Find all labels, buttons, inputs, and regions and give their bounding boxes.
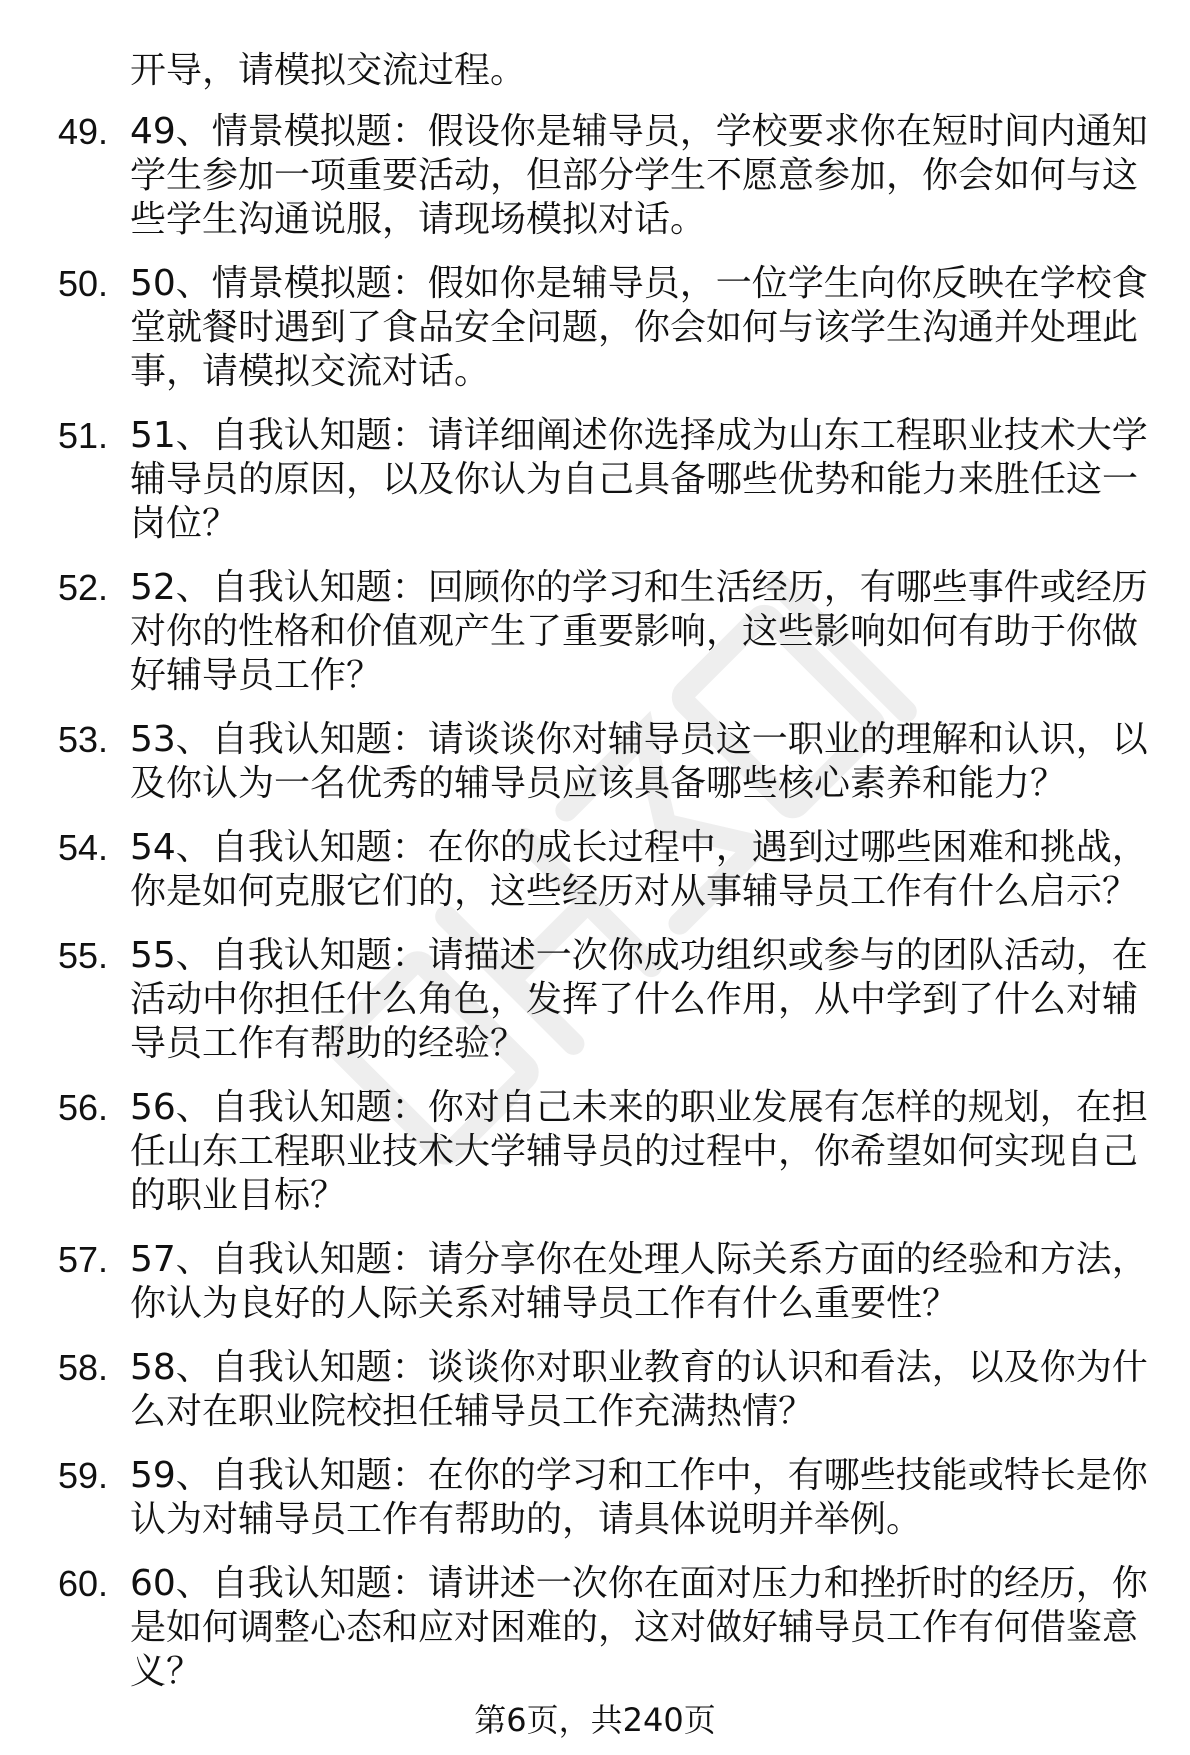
question-text: 56、自我认知题：你对自己未来的职业发展有怎样的规划，在担任山东工程职业技术大学辅导员的过程中，你希望如何实现自己的职业目标？ (130, 1087, 1148, 1216)
question-text: 49、情景模拟题：假设你是辅导员，学校要求你在短时间内通知学生参加一项重要活动，但部分学生不愿意参加，你会如何与这些学生沟通说服，请现场模拟对话。 (130, 111, 1148, 240)
question-text: 60、自我认知题：请讲述一次你在面对压力和挫折时的经历，你是如何调整心态和应对困难的，这对做好辅导员工作有何借鉴意义？ (130, 1563, 1148, 1692)
question-text: 59、自我认知题：在你的学习和工作中，有哪些技能或特长是你认为对辅导员工作有帮助的，请具体说明并举例。 (130, 1455, 1148, 1540)
question-text: 55、自我认知题：请描述一次你成功组织或参与的团队活动，在活动中你担任什么角色，发挥了什么作用，从中学到了什么对辅导员工作有帮助的经验？ (130, 935, 1148, 1064)
item-number: 58. (58, 1347, 109, 1388)
list-item (0, 1562, 1150, 1694)
list-item (0, 718, 1150, 806)
question-text: 52、自我认知题：回顾你的学习和生活经历，有哪些事件或经历对你的性格和价值观产生了重要影响，这些影响如何有助于你做好辅导员工作？ (130, 567, 1148, 696)
question-list (0, 110, 1190, 1714)
continued-question-text: 开导，请模拟交流过程。 (130, 50, 527, 91)
question-text: 50、情景模拟题：假如你是辅导员，一位学生向你反映在学校食堂就餐时遇到了食品安全问题，你会如何与该学生沟通并处理此事，请模拟交流对话。 (130, 263, 1148, 392)
item-number: 54. (58, 827, 109, 868)
item-number: 57. (58, 1239, 109, 1280)
list-item (0, 1238, 1150, 1326)
list-item (0, 934, 1150, 1066)
page-footer: 第6页，共240页 (474, 1701, 716, 1739)
list-item (0, 826, 1150, 914)
list-item (0, 1454, 1150, 1542)
item-number: 52. (58, 567, 109, 608)
question-text: 51、自我认知题：请详细阐述你选择成为山东工程职业技术大学辅导员的原因，以及你认为自己具备哪些优势和能力来胜任这一岗位？ (130, 415, 1148, 544)
list-item (0, 566, 1150, 698)
question-text: 53、自我认知题：请谈谈你对辅导员这一职业的理解和认识，以及你认为一名优秀的辅导员应该具备哪些核心素养和能力？ (130, 719, 1148, 804)
item-number: 59. (58, 1455, 109, 1496)
list-item (0, 1346, 1150, 1434)
item-number: 50. (58, 263, 109, 304)
item-number: 49. (58, 111, 109, 152)
item-number: 51. (58, 415, 109, 456)
item-number: 55. (58, 935, 109, 976)
question-text: 57、自我认知题：请分享你在处理人际关系方面的经验和方法，你认为良好的人际关系对辅导员工作有什么重要性？ (130, 1239, 1148, 1324)
list-item (0, 1086, 1150, 1218)
item-number: 53. (58, 719, 109, 760)
list-item (0, 414, 1150, 546)
list-item (0, 110, 1150, 242)
list-item (0, 262, 1150, 394)
question-text: 58、自我认知题：谈谈你对职业教育的认识和看法，以及你为什么对在职业院校担任辅导员工作充满热情？ (130, 1347, 1148, 1432)
item-number: 56. (58, 1087, 109, 1128)
question-text: 54、自我认知题：在你的成长过程中，遇到过哪些困难和挑战，你是如何克服它们的，这些经历对从事辅导员工作有什么启示？ (130, 827, 1148, 912)
item-number: 60. (58, 1563, 109, 1604)
